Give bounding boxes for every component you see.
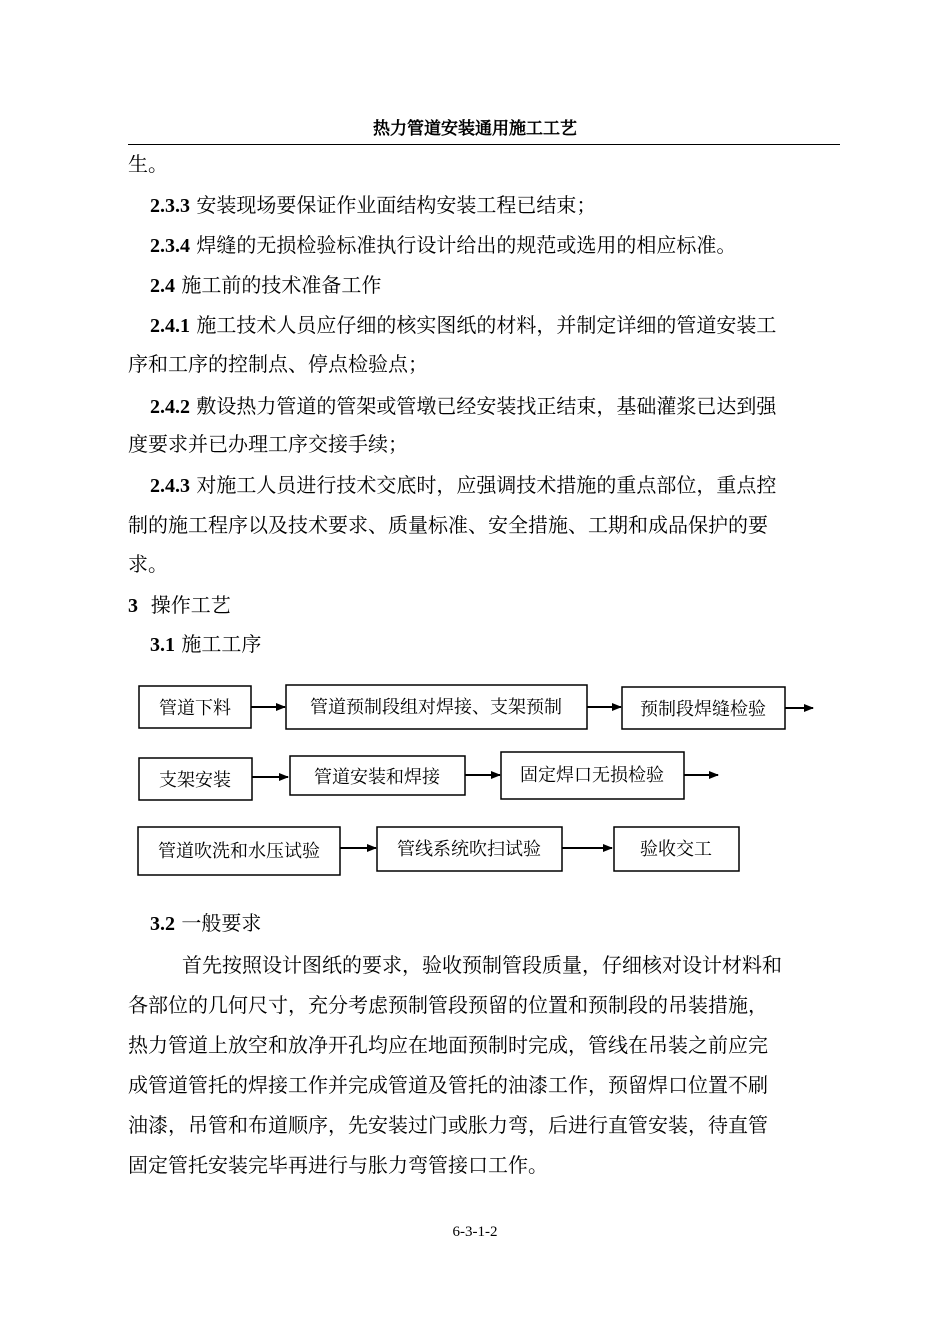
line-text: 安装现场要保证作业面结构安装工程已结束； [190, 193, 597, 217]
line-text: 序和工序的控制点、停点检验点； [128, 352, 428, 376]
line-text: 敷设热力管道的管架或管墩已经安装找正结束，基础灌浆已达到强 [190, 394, 777, 418]
flow-box-3-label: 预制段焊缝检验 [640, 699, 766, 720]
section-number: 2.4.2 [150, 396, 190, 418]
section-number: 3 [128, 595, 138, 617]
flow-box-9-label: 验收交工 [640, 839, 712, 860]
section-number: 3.2 [150, 913, 175, 935]
page-number: 6-3-1-2 [452, 1224, 498, 1240]
line-text: 固定管托安装完毕再进行与胀力弯管接口工作。 [128, 1153, 548, 1177]
flow-box-8-label: 管线系统吹扫试验 [397, 839, 541, 860]
line-text: 施工工序 [175, 632, 262, 656]
flow-box-1-label: 管道下料 [159, 698, 231, 719]
flow-box-2-label: 管道预制段组对焊接、支架预制 [310, 697, 562, 718]
line-text: 对施工人员进行技术交底时，应强调技术措施的重点部位，重点控 [190, 473, 777, 497]
line-text: 操作工艺 [138, 593, 231, 617]
line-text: 生。 [128, 152, 168, 176]
flow-box-4-label: 支架安装 [159, 770, 231, 791]
line-text: 各部位的几何尺寸，充分考虑预制管段预留的位置和预制段的吊装措施， [128, 993, 768, 1017]
section-number: 2.3.3 [150, 195, 190, 217]
flow-box-5-label: 管道安装和焊接 [314, 767, 440, 788]
section-number: 2.4.1 [150, 315, 190, 337]
section-number: 3.1 [150, 634, 175, 656]
section-number: 2.4 [150, 275, 175, 297]
line-text: 一般要求 [175, 911, 262, 935]
line-text: 制的施工程序以及技术要求、质量标准、安全措施、工期和成品保护的要 [128, 513, 768, 537]
line-text: 施工前的技术准备工作 [175, 273, 382, 297]
line-text: 成管道管托的焊接工作并完成管道及管托的油漆工作，预留焊口位置不刷 [128, 1073, 768, 1097]
line-text: 焊缝的无损检验标准执行设计给出的规范或选用的相应标准。 [190, 233, 737, 257]
line-text: 油漆，吊管和布道顺序，先安装过门或胀力弯，后进行直管安装，待直管 [128, 1113, 768, 1137]
flow-box-6-label: 固定焊口无损检验 [520, 765, 664, 786]
section-number: 2.4.3 [150, 475, 190, 497]
line-text: 求。 [128, 552, 168, 576]
line-text: 热力管道上放空和放净开孔均应在地面预制时完成，管线在吊装之前应完 [128, 1033, 768, 1057]
section-number: 2.3.4 [150, 235, 190, 257]
flow-box-7-label: 管道吹洗和水压试验 [158, 841, 320, 862]
page-header-title: 热力管道安装通用施工工艺 [373, 119, 577, 139]
line-text: 首先按照设计图纸的要求，验收预制管段质量，仔细核对设计材料和 [182, 953, 782, 977]
line-text: 施工技术人员应仔细的核实图纸的材料，并制定详细的管道安装工 [190, 313, 777, 337]
line-text: 度要求并已办理工序交接手续； [128, 432, 408, 456]
